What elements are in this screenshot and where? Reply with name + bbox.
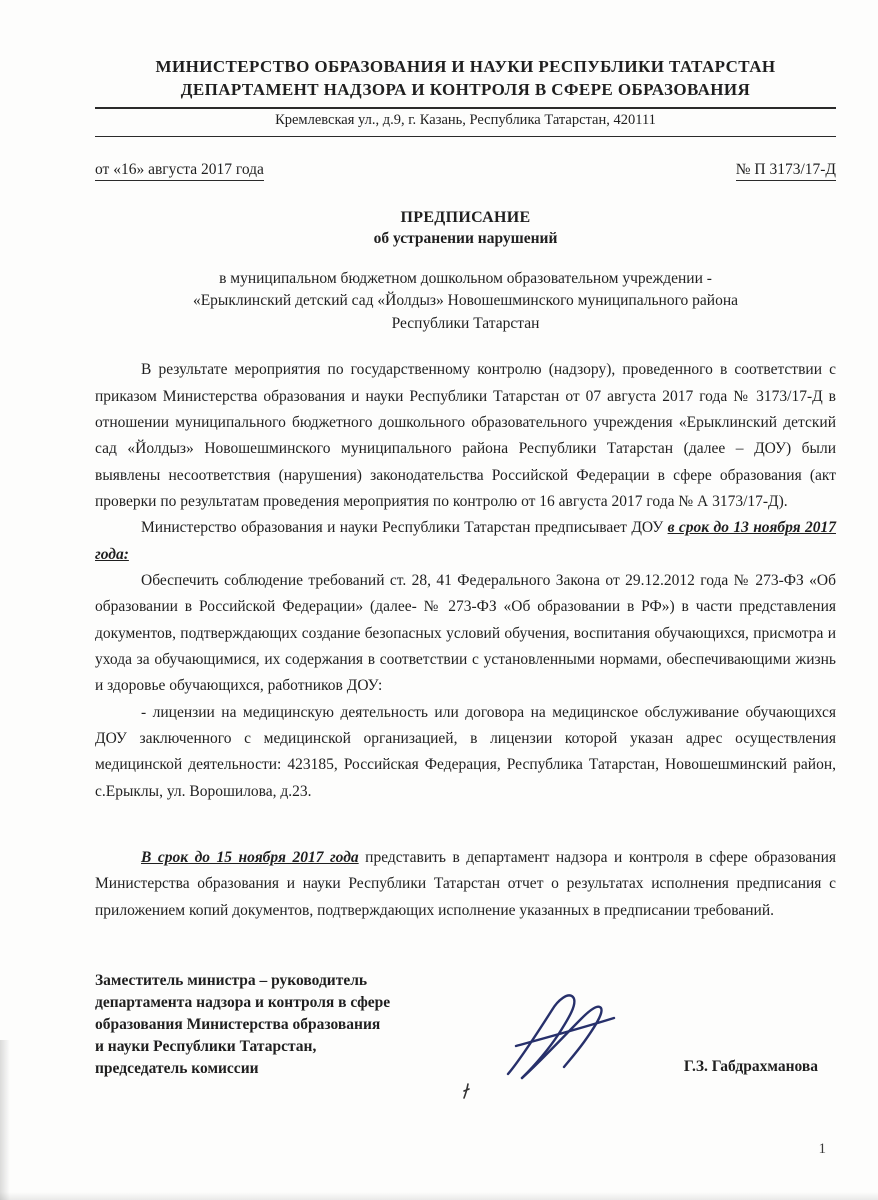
org-name-line1: МИНИСТЕРСТВО ОБРАЗОВАНИЯ И НАУКИ РЕСПУБЛИКИ ТАТАРСТАН xyxy=(155,57,776,76)
paragraph-report-text: представить в департамент надзора и контроля в сфере образования Министерства образования и науки Республики Татарстан отчет о результатах исполнения предписания с приложением копий документов, подтверждающих исполнение указанных в предписании требований. xyxy=(95,849,836,919)
deadline-15-november: В срок до 15 ноября 2017 года xyxy=(141,849,359,867)
paragraph-requirements: Обеспечить соблюдение требований ст. 28, 41 Федерального Закона от 29.12.2012 года № 273-ФЗ «Об образовании в Российской Федерации» (далее- № 273-ФЗ «Об образовании в РФ») в части представления документов, подтверждающих создание безопасных условий обучения, воспитания обучающихся, присмотра и ухода за обучающимися, их содержания в соответствии с установленными нормами, обеспечивающими жизнь и здоровье обучающихся, работников ДОУ: xyxy=(95,572,836,695)
document-body xyxy=(95,357,836,924)
org-name-line2: ДЕПАРТАМЕНТ НАДЗОРА И КОНТРОЛЯ В СФЕРЕ ОБРАЗОВАНИЯ xyxy=(180,79,751,99)
org-address: Кремлевская ул., д.9, г. Казань, Республика Татарстан, 420111 xyxy=(275,111,656,128)
page-number: 1 xyxy=(818,1141,826,1157)
stray-ink-mark xyxy=(460,1082,474,1100)
document-subtitle: об устранении нарушений xyxy=(373,229,558,247)
signer-position xyxy=(95,970,525,1080)
document-title: ПРЕДПИСАНИЕ xyxy=(400,208,531,226)
handwritten-signature xyxy=(490,988,640,1088)
addressee-line: «Ерыклинский детский сад «Йолдыз» Новошешминского муниципального района xyxy=(192,292,739,310)
paragraph-prescription xyxy=(95,515,836,568)
scan-artifact-left xyxy=(0,1040,10,1200)
paragraph-inspection-result: В результате мероприятия по государственному контролю (надзору), проведенного в соответствии с приказом Министерства образования и науки Республики Татарстан от 07 августа 2017 года № 3173/17-Д в отношении муниципального бюджетного дошкольного образовательного учреждения «Ерыклинский детский сад «Йолдыз» Новошешминского муниципального района Республики Татарстан (далее – ДОУ) были выявлены несоответствия (нарушения) законодательства Российской Федерации в сфере образования (акт проверки по результатам проведения мероприятия по контролю от 16 августа 2017 года № А 3173/17-Д). xyxy=(95,361,836,510)
signer-position-line: Заместитель министра – руководитель xyxy=(95,972,368,990)
letterhead-rule-top xyxy=(95,107,836,109)
deadline-13-november: в срок до 13 ноября 2017 года: xyxy=(95,519,836,563)
letterhead xyxy=(95,56,836,181)
paragraph-prescription-text: Министерство образования и науки Республики Татарстан предписывает ДОУ xyxy=(141,519,668,537)
signer-position-line: департамента надзора и контроля в сфере xyxy=(95,994,391,1012)
addressee-line: в муниципальном бюджетном дошкольном образовательном учреждении - xyxy=(219,269,712,287)
paragraph-report-deadline xyxy=(95,845,836,924)
signer-position-line: и науки Республики Татарстан, xyxy=(95,1038,317,1056)
signer-position-line: председатель комиссии xyxy=(95,1060,259,1078)
signer-name: Г.З. Габдрахманова xyxy=(683,1058,818,1076)
letterhead-rule-bottom xyxy=(95,136,836,137)
signer-position-line: образования Министерства образования xyxy=(95,1016,381,1034)
addressee-line: Республики Татарстан xyxy=(391,314,540,332)
paragraph-license-item: - лицензии на медицинскую деятельность или договора на медицинское обслуживание обучающихся ДОУ заключенного с медицинской организацией, в лицензии которой указан адрес осуществления медицинской деятельности: 423185, Российская Федерация, Республика Татарстан, Новошешминский район, с.Ерыклы, ул. Ворошилова, д.23. xyxy=(95,703,836,800)
signature-block xyxy=(95,970,836,1090)
document-number: № П 3173/17-Д xyxy=(736,161,836,181)
document-date: от «16» августа 2017 года xyxy=(95,161,264,181)
scan-artifact-bottom xyxy=(0,1192,878,1200)
addressee-block xyxy=(95,268,836,335)
reference-row xyxy=(95,161,836,181)
